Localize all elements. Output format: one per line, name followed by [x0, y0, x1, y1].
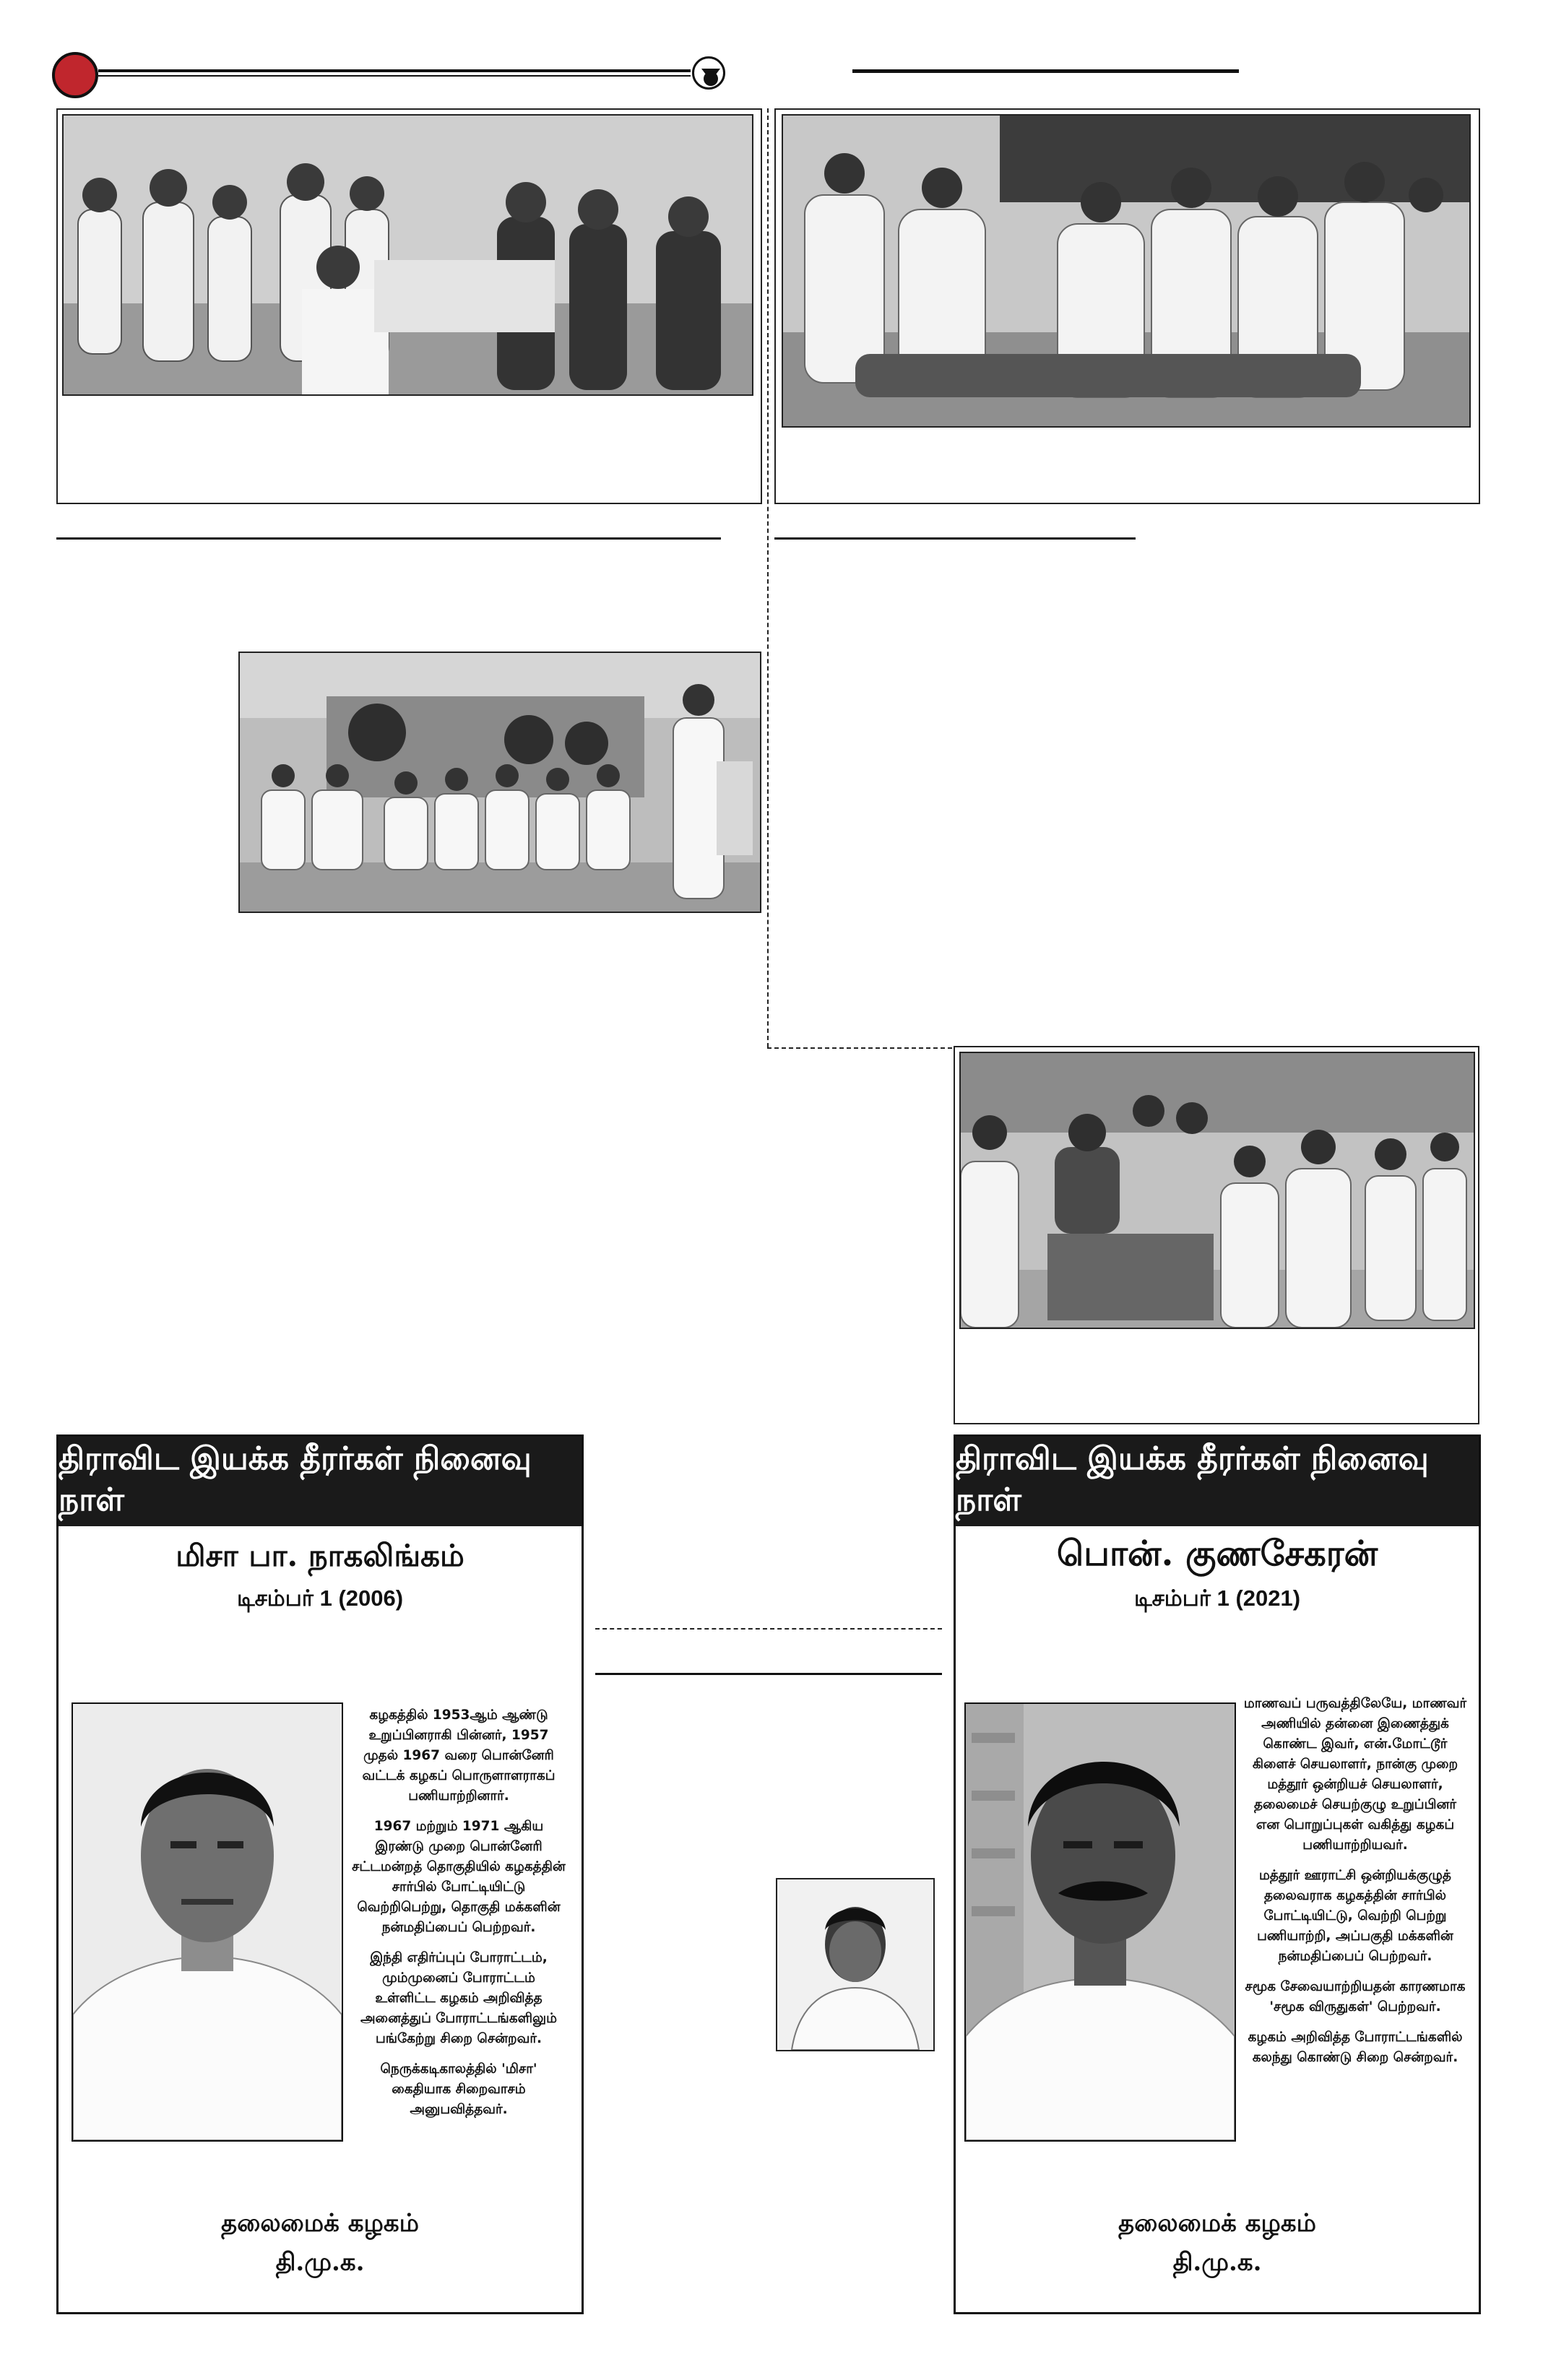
- memorial-bio: [1243, 1694, 1467, 2078]
- photo-party-meeting: [238, 652, 761, 913]
- memorial-footer: [956, 2204, 1479, 2282]
- portrait-nagalingam: [72, 1702, 343, 2142]
- footer-party-name: தி.மு.க.: [1172, 2248, 1262, 2277]
- bio-paragraph: சமூக சேவையாற்றியதன் காரணமாக 'சமூக விருதுகள்' பெற்றவர்.: [1245, 1979, 1466, 2015]
- memorial-bio: [350, 1705, 567, 2130]
- bio-paragraph: மாணவப் பருவத்திலேயே, மாணவர் அணியில் தன்னை இணைத்துக் கொண்ட இவர், என்.மோட்டூர் கிளைச் செயலாளர், நான்கு முறை மத்தூர் ஒன்றியச் செயலாளர், தலைமைச் செயற்குழு உறுப்பினர் என பொறுப்புகள் வகித்து கழகப் பணியாற்றியவர்.: [1243, 1696, 1467, 1853]
- bio-paragraph: இந்தி எதிர்ப்புப் போராட்டம், மும்முனைப் போராட்டம் உள்ளிட்ட கழகம் அறிவித்த அனைத்துப் போராட்டங்களிலும் பங்கேற்று சிறை சென்றவர்.: [360, 1950, 557, 2046]
- memorial-person-name: மிசா பா. நாகலிங்கம்: [176, 1538, 464, 1573]
- photo-medical-camp: [782, 114, 1471, 428]
- section-rule-right: [774, 537, 1136, 540]
- column-divider-dashed-horizontal: [767, 1047, 959, 1049]
- center-rule: [595, 1673, 942, 1675]
- photo-relief-distribution: [62, 114, 753, 396]
- bio-paragraph: மத்தூர் ஊராட்சி ஒன்றியக்குழுத் தலைவராக கழகத்தின் சார்பில் போட்டியிட்டு, வெற்றி பெற்று பணியாற்றி, அப்பகுதி மக்களின் நன்மதிப்பைப் பெற்றவர்.: [1257, 1868, 1453, 1964]
- right-header-rule: [852, 69, 1239, 73]
- memorial-footer: [59, 2204, 582, 2282]
- masthead-rule: [98, 69, 691, 72]
- masthead-circle-icon: [52, 52, 98, 98]
- bio-paragraph: கழகம் அறிவித்த போராட்டங்களில் கலந்து கொண்டு சிறை சென்றவர்.: [1248, 2030, 1463, 2065]
- memorial-person-name: பொன். குணசேகரன்: [1056, 1533, 1378, 1574]
- column-divider-dashed: [767, 108, 769, 1047]
- masthead-rule-thin: [98, 75, 691, 77]
- memorial-box-gunasekaran: [954, 1435, 1481, 2314]
- section-rule-left: [56, 537, 721, 540]
- portrait-gunasekaran: [964, 1702, 1236, 2142]
- memorial-heading: திராவிட இயக்க தீரர்கள் நினைவு நாள்: [956, 1437, 1479, 1526]
- photo-school-distribution: [959, 1052, 1475, 1329]
- bio-paragraph: கழகத்தில் 1953ஆம் ஆண்டு உறுப்பினராகி பின்னர், 1957 முதல் 1967 வரை பொன்னேரி வட்டக் கழகப் பொருளாளராகப் பணியாற்றினார்.: [362, 1708, 556, 1804]
- footer-party-name: தி.மு.க.: [275, 2248, 365, 2277]
- center-dashed-rule: [595, 1628, 942, 1630]
- footer-org-name: தலைமைக் கழகம்: [221, 2209, 419, 2238]
- footer-org-name: தலைமைக் கழகம்: [1118, 2209, 1316, 2238]
- photo-small-portrait: [776, 1878, 935, 2051]
- memorial-box-nagalingam: [56, 1435, 584, 2314]
- party-emblem-icon: [692, 56, 725, 90]
- memorial-date: டிசம்பர் 1 (2006): [236, 1585, 404, 1611]
- memorial-heading: திராவிட இயக்க தீரர்கள் நினைவு நாள்: [59, 1437, 582, 1526]
- bio-paragraph: நெருக்கடிகாலத்தில் 'மிசா' கைதியாக சிறைவாசம் அனுபவித்தவர்.: [380, 2061, 537, 2117]
- memorial-date: டிசம்பர் 1 (2021): [1133, 1585, 1301, 1611]
- bio-paragraph: 1967 மற்றும் 1971 ஆகிய இரண்டு முறை பொன்னேரி சட்டமன்றத் தொகுதியில் கழகத்தின் சார்பில் போட்டியிட்டு வெற்றிபெற்று, தொகுதி மக்களின் நன்மதிப்பைப் பெற்றவர்.: [352, 1819, 566, 1935]
